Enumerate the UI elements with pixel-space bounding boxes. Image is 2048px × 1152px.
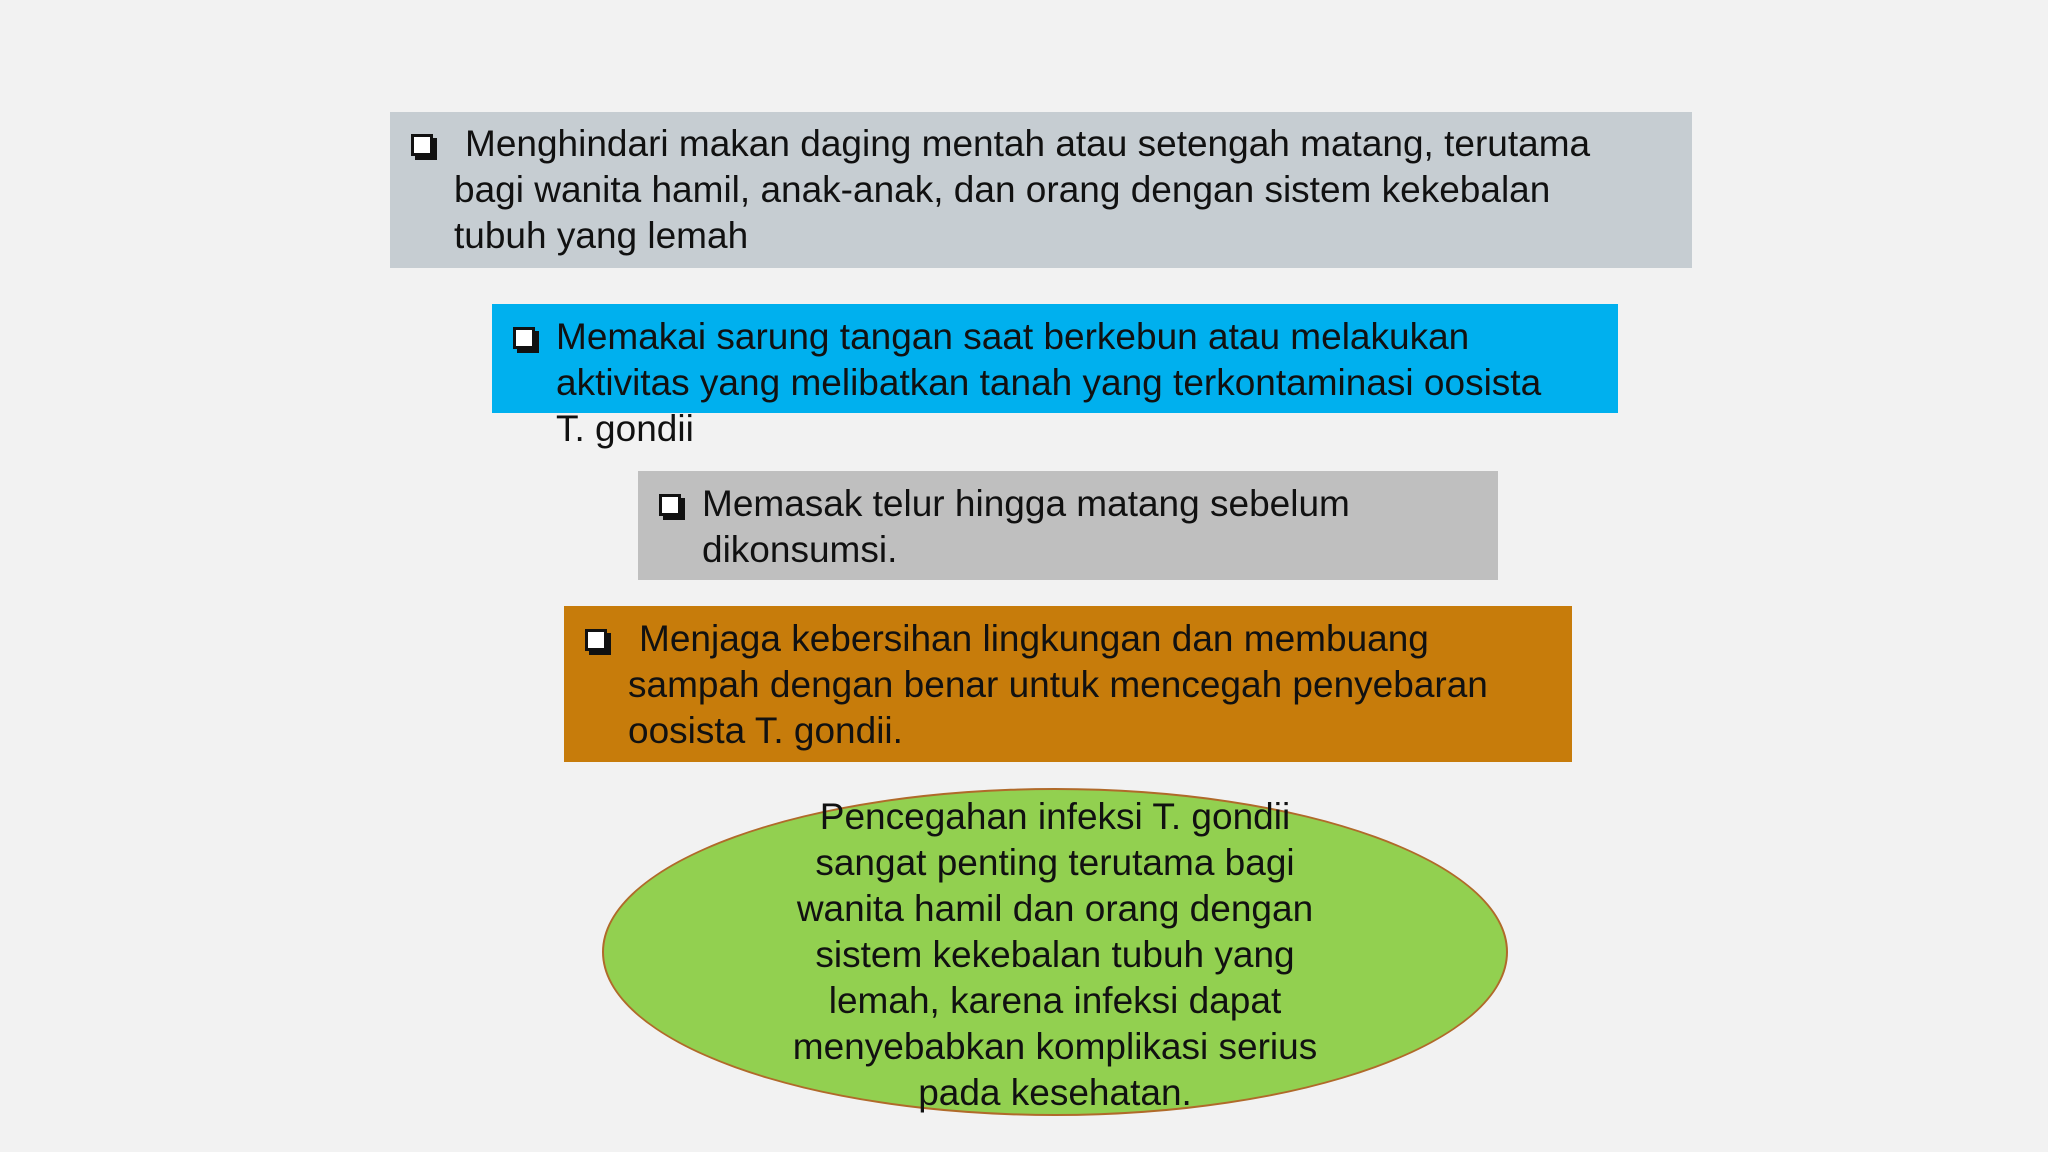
text-line: sangat penting terutama bagi [815,842,1295,883]
text-line: Pencegahan infeksi T. gondii [819,796,1291,837]
text-line: pada kesehatan. [918,1072,1192,1113]
text-line: aktivitas yang melibatkan tanah yang terkontaminasi oosista [556,362,1542,403]
text-line: dikonsumsi. [702,529,898,570]
checkbox-bullet-icon [659,494,681,516]
text-line: Menghindari makan daging mentah atau setengah matang, terutama [465,123,1591,164]
text-line: Memasak telur hingga matang sebelum [702,483,1350,524]
prevention-item-1-text [408,121,1590,259]
text-line: lemah, karena infeksi dapat [828,980,1282,1021]
text-line: menyebabkan komplikasi serius [792,1026,1318,1067]
text-line: bagi wanita hamil, anak-anak, dan orang dengan sistem kekebalan [454,169,1551,210]
text-line: oosista T. gondii. [628,710,903,751]
text-line: Menjaga kebersihan lingkungan dan membuang [639,618,1429,659]
text-line: T. gondii [556,408,694,449]
text-line: Memakai sarung tangan saat berkebun atau melakukan [556,316,1470,357]
prevention-item-3-text [656,481,1350,573]
prevention-item-3 [656,481,1350,573]
conclusion-text [700,794,1410,1116]
prevention-item-4 [582,616,1488,754]
prevention-item-2 [510,314,1541,452]
text-line: sistem kekebalan tubuh yang [815,934,1295,975]
checkbox-bullet-icon [513,327,535,349]
prevention-item-1 [408,121,1590,259]
prevention-item-4-text [582,616,1488,754]
text-line: wanita hamil dan orang dengan [796,888,1314,929]
prevention-item-2-text [510,314,1541,452]
checkbox-bullet-icon [411,134,433,156]
text-line: sampah dengan benar untuk mencegah penyebaran [628,664,1488,705]
text-line: tubuh yang lemah [454,215,749,256]
checkbox-bullet-icon [585,629,607,651]
